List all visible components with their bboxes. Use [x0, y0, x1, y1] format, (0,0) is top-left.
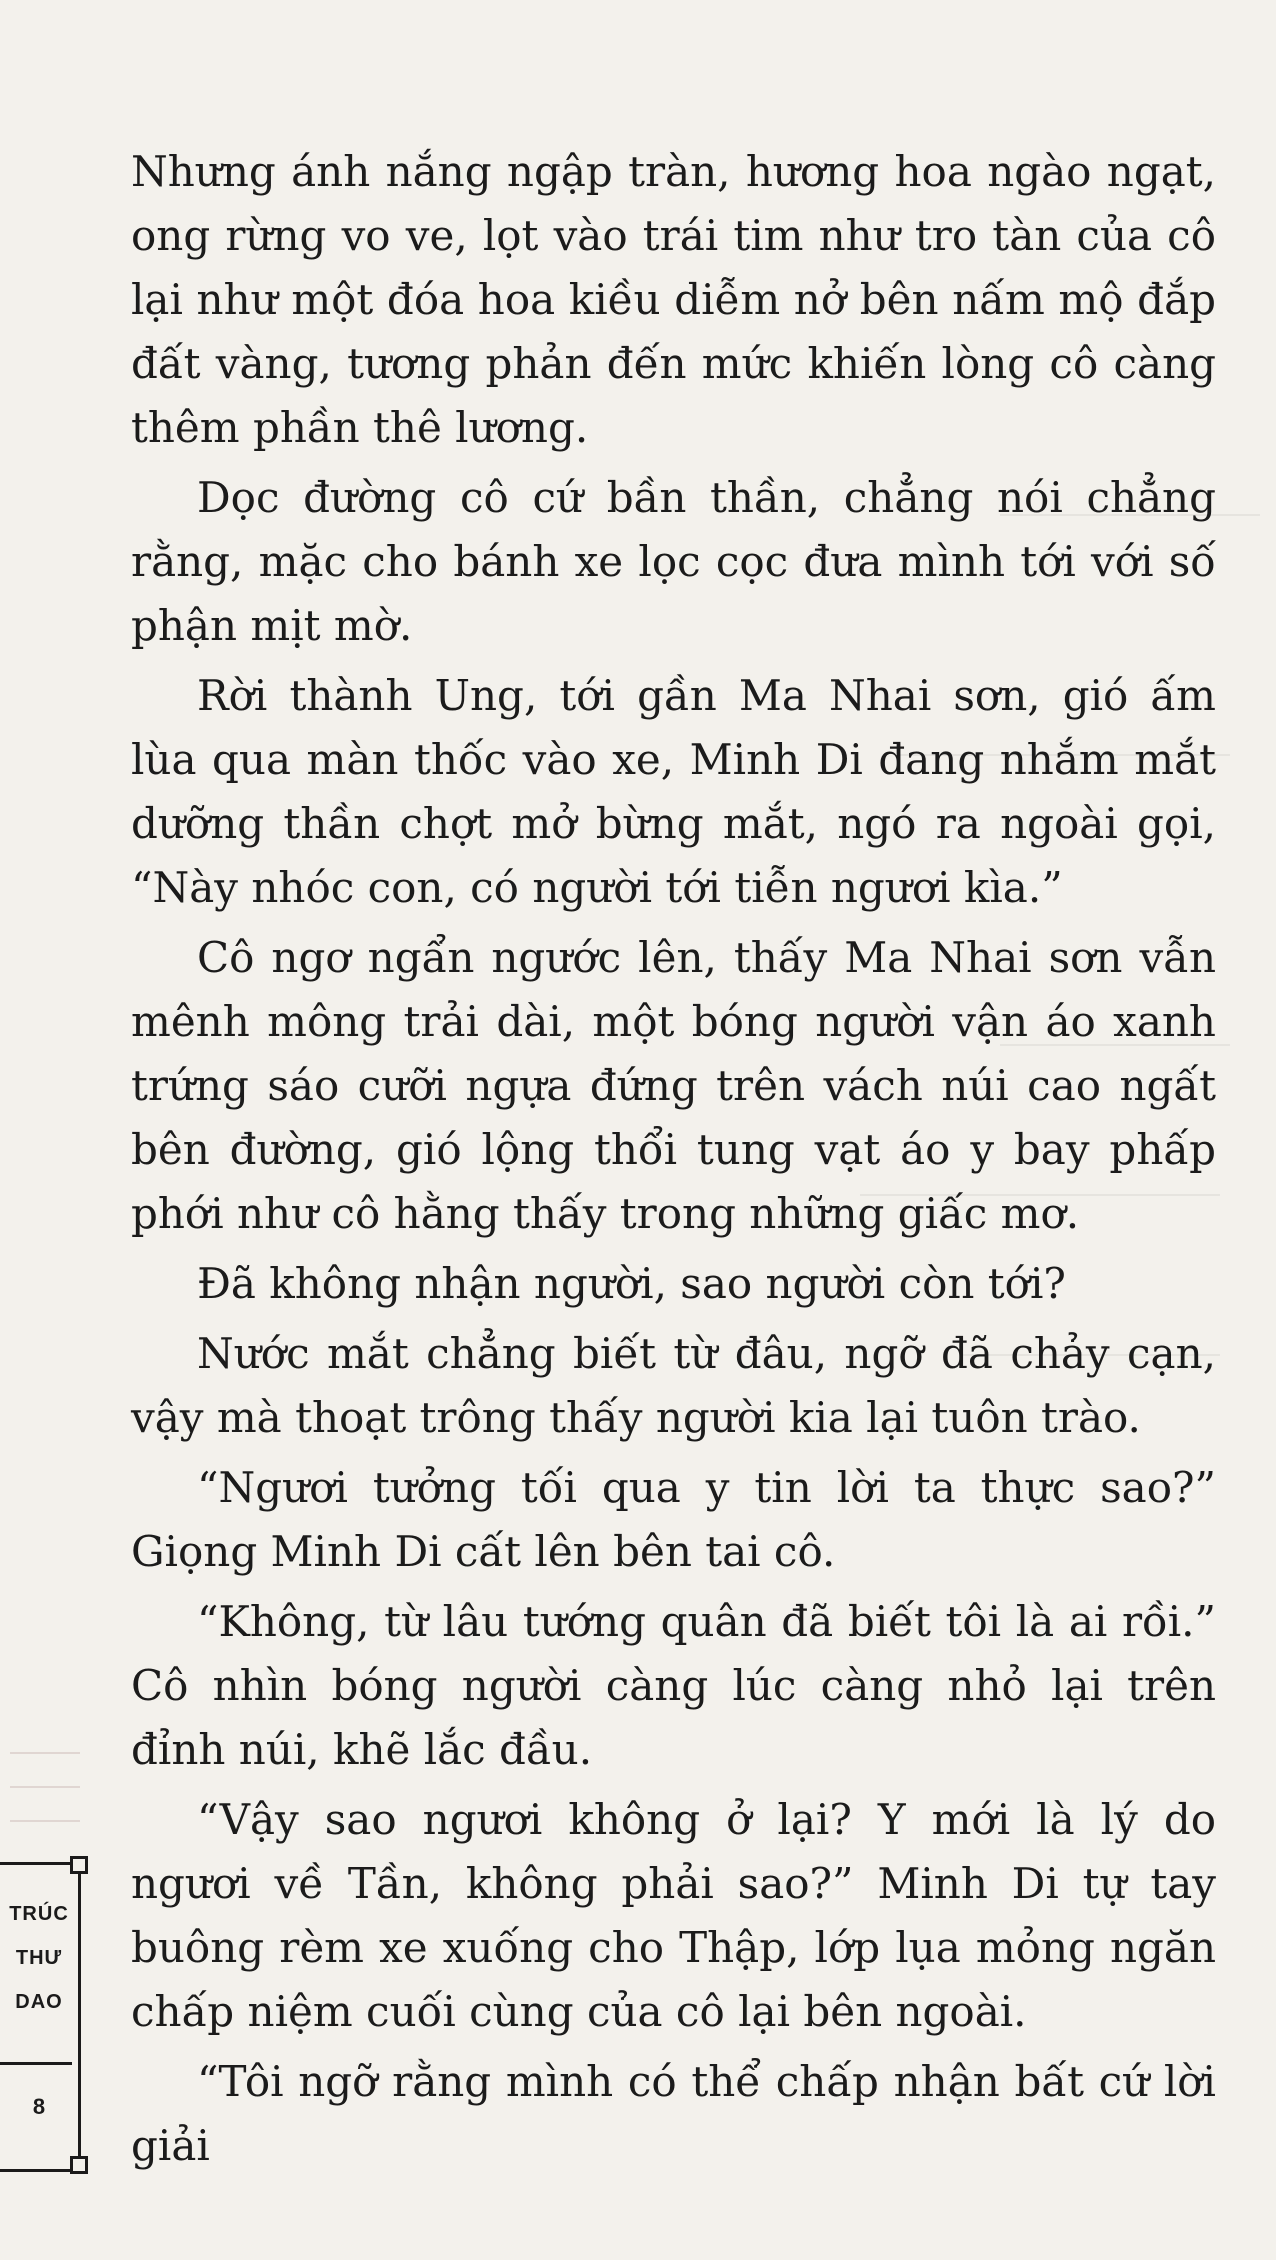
- series-title-line-3: DAO: [15, 1991, 63, 2013]
- paragraph-10: “Tôi ngỡ rằng mình có thể chấp nhận bất cứ lời giải: [131, 2057, 1216, 2170]
- paragraph-4: Cô ngơ ngẩn ngước lên, thấy Ma Nhai sơn vẫn mênh mông trải dài, một bóng người vận áo xanh trứng sáo cưỡi ngựa đứng trên vách núi cao ngất bên đường, gió lộng thổi tung vạt áo y bay phấp phới như cô hằng thấy trong những giấc mơ.: [131, 933, 1216, 1238]
- paragraph-6: Nước mắt chẳng biết từ đâu, ngỡ đã chảy cạn, vậy mà thoạt trông thấy người kia lại tuôn trào.: [131, 1329, 1216, 1442]
- page-number: 8: [32, 2094, 46, 2119]
- paragraph-8: “Không, từ lâu tướng quân đã biết tôi là ai rồi.” Cô nhìn bóng người càng lúc càng nhỏ lại trên đỉnh núi, khẽ lắc đầu.: [131, 1597, 1216, 1774]
- frame-corner-top: [70, 1856, 88, 1874]
- series-tab: [0, 1862, 82, 2170]
- series-title-line-2: THƯ: [15, 1947, 63, 1969]
- side-show-through: [10, 1720, 80, 1822]
- paragraph-9: “Vậy sao ngươi không ở lại? Y mới là lý do ngươi về Tần, không phải sao?” Minh Di tự tay buông rèm xe xuống cho Thập, lớp lụa mỏng ngăn chấp niệm cuối cùng của cô lại bên ngoài.: [131, 1795, 1216, 2036]
- series-title-line-1: TRÚC: [9, 1903, 69, 1925]
- paragraph-1: Nhưng ánh nắng ngập tràn, hương hoa ngào ngạt, ong rừng vo ve, lọt vào trái tim như tro tàn của cô lại như một đóa hoa kiều diễm nở bên nấm mộ đắp đất vàng, tương phản đến mức khiến lòng cô càng thêm phần thê lương.: [131, 147, 1216, 452]
- frame-corner-bottom: [70, 2156, 88, 2174]
- paragraph-7: “Ngươi tưởng tối qua y tin lời ta thực sao?” Giọng Minh Di cất lên bên tai cô.: [131, 1463, 1216, 1576]
- paragraph-3: Rời thành Ung, tới gần Ma Nhai sơn, gió ấm lùa qua màn thốc vào xe, Minh Di đang nhắm mắt dưỡng thần chợt mở bừng mắt, ngó ra ngoài gọi, “Này nhóc con, có người tới tiễn ngươi kìa.”: [131, 671, 1216, 912]
- paragraph-2: Dọc đường cô cứ bần thần, chẳng nói chẳng rằng, mặc cho bánh xe lọc cọc đưa mình tới với số phận mịt mờ.: [131, 473, 1216, 650]
- series-divider: [0, 2062, 72, 2065]
- paragraph-5: Đã không nhận người, sao người còn tới?: [197, 1259, 1066, 1308]
- series-title: [0, 1892, 78, 2024]
- body-text: [131, 140, 1216, 2184]
